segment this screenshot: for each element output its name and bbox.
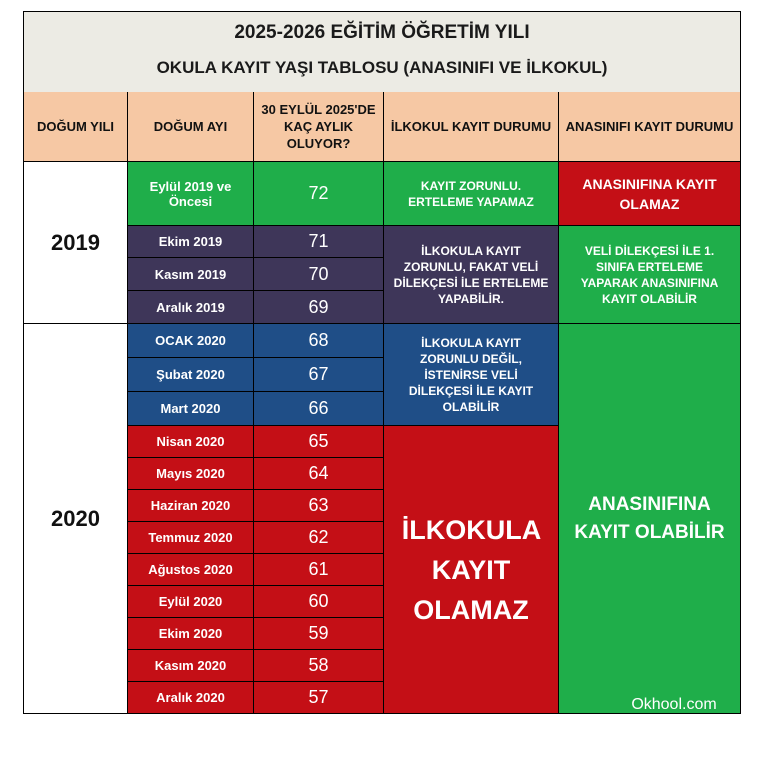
- age-cell: 68: [254, 324, 384, 358]
- age-cell: 72: [254, 162, 384, 226]
- age-cell: 69: [254, 291, 384, 324]
- month-cell: Ekim 2019: [128, 226, 254, 258]
- month-cell: Mart 2020: [128, 392, 254, 426]
- month-cell: Şubat 2020: [128, 358, 254, 392]
- month-cell: Nisan 2020: [128, 426, 254, 458]
- primary-status-mandatory: KAYIT ZORUNLU. ERTELEME YAPAMAZ: [384, 162, 559, 226]
- month-cell: Ağustos 2020: [128, 554, 254, 586]
- brand-watermark: Okhool.com: [631, 696, 717, 713]
- year-2020: 2020: [24, 324, 128, 713]
- primary-status-deferrable: İLKOKULA KAYIT ZORUNLU, FAKAT VELİ DİLEKÇESİ İLE ERTELEME YAPABİLİR.: [384, 226, 559, 324]
- header-birth-month: DOĞUM AYI: [128, 92, 254, 162]
- header-primary-status: İLKOKUL KAYIT DURUMU: [384, 92, 559, 162]
- month-cell: Eylül 2020: [128, 586, 254, 618]
- primary-status-not-allowed: İLKOKULA KAYIT OLAMAZ: [384, 426, 559, 713]
- age-cell: 60: [254, 586, 384, 618]
- age-cell: 67: [254, 358, 384, 392]
- month-cell: Kasım 2020: [128, 650, 254, 682]
- age-cell: 62: [254, 522, 384, 554]
- year-2019: 2019: [24, 162, 128, 324]
- age-cell: 70: [254, 258, 384, 291]
- age-cell: 57: [254, 682, 384, 713]
- age-cell: 65: [254, 426, 384, 458]
- header-birth-year: DOĞUM YILI: [24, 92, 128, 162]
- header-preschool-status: ANASINIFI KAYIT DURUMU: [559, 92, 740, 162]
- month-cell: Aralık 2019: [128, 291, 254, 324]
- preschool-status-by-petition: VELİ DİLEKÇESİ İLE 1. SINIFA ERTELEME YAPARAK ANASINIFINA KAYIT OLABİLİR: [559, 226, 740, 324]
- month-cell: Eylül 2019 ve Öncesi: [128, 162, 254, 226]
- age-cell: 66: [254, 392, 384, 426]
- header-months-old: 30 EYLÜL 2025'DE KAÇ AYLIK OLUYOR?: [254, 92, 384, 162]
- age-cell: 63: [254, 490, 384, 522]
- age-cell: 58: [254, 650, 384, 682]
- month-cell: Temmuz 2020: [128, 522, 254, 554]
- age-cell: 61: [254, 554, 384, 586]
- month-cell: OCAK 2020: [128, 324, 254, 358]
- month-cell: Aralık 2020: [128, 682, 254, 713]
- age-cell: 71: [254, 226, 384, 258]
- primary-status-optional: İLKOKULA KAYIT ZORUNLU DEĞİL, İSTENİRSE VELİ DİLEKÇESİ İLE KAYIT OLABİLİR: [384, 324, 559, 426]
- month-cell: Haziran 2020: [128, 490, 254, 522]
- title-line-2: OKULA KAYIT YAŞI TABLOSU (ANASINIFI VE İLKOKUL): [156, 58, 608, 77]
- enrollment-age-table: [23, 11, 741, 714]
- age-cell: 59: [254, 618, 384, 650]
- preschool-status-not-allowed: ANASINIFINA KAYIT OLAMAZ: [559, 162, 740, 226]
- month-cell: Ekim 2020: [128, 618, 254, 650]
- table-title: [24, 12, 740, 93]
- age-cell: 64: [254, 458, 384, 490]
- month-cell: Mayıs 2020: [128, 458, 254, 490]
- title-line-1: 2025-2026 EĞİTİM ÖĞRETİM YILI: [234, 22, 530, 43]
- preschool-status-allowed: ANASINIFINA KAYIT OLABİLİR: [559, 324, 740, 713]
- month-cell: Kasım 2019: [128, 258, 254, 291]
